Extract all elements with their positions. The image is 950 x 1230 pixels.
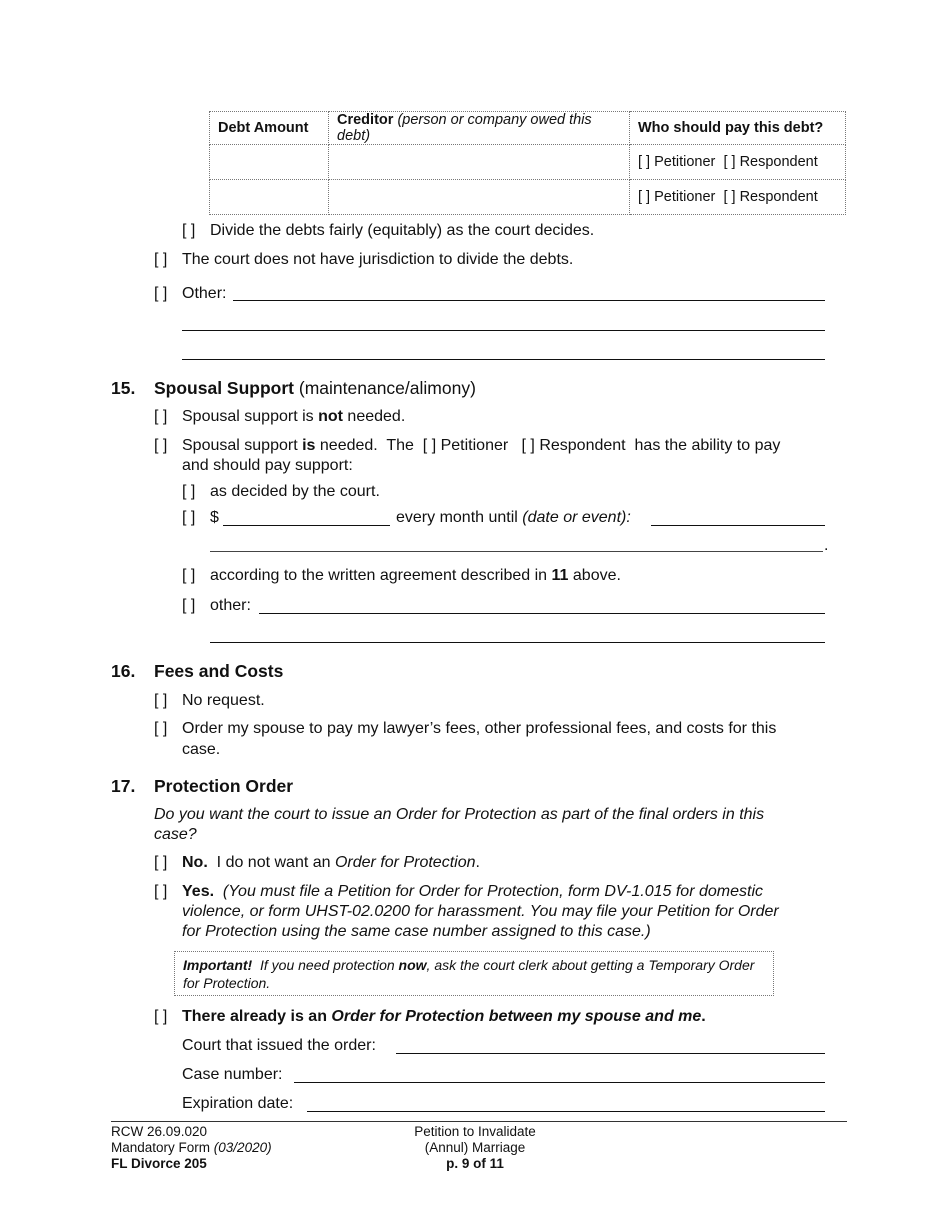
every-month-label: every month until (date or event): (396, 509, 631, 526)
no-request-label: No request. (182, 692, 265, 709)
support-needed-line-2: and should pay support: (182, 457, 353, 474)
debts-other-input-line-3[interactable] (182, 359, 825, 360)
expiration-date-label: Expiration date: (182, 1095, 294, 1112)
divide-debts-label: Divide the debts fairly (equitably) as the court decides. (210, 222, 595, 239)
who-pays-cell (630, 145, 846, 180)
no-jurisdiction-checkbox[interactable]: [ ] (154, 251, 168, 268)
debt-table-header (210, 112, 846, 145)
footer-form-id: FL Divorce 205 (111, 1156, 207, 1171)
support-needed-label: Spousal support is needed. The [ ] Petitioner [ ] Respondent has the ability to pay (182, 437, 781, 454)
debts-other-input[interactable] (233, 300, 825, 301)
section-15-heading: Spousal Support (maintenance/alimony) (154, 378, 476, 398)
footer-mandatory: Mandatory Form (03/2020) (111, 1140, 272, 1155)
section-17-title: Protection Order (154, 776, 294, 796)
section-15-number: 15. (111, 378, 136, 398)
header-who-pays: Who should pay this debt? (630, 112, 846, 145)
protection-no-checkbox[interactable]: [ ] (154, 854, 168, 871)
until-date-input-line-2[interactable] (210, 551, 823, 552)
existing-order-label: There already is an Order for Protection between my spouse and me. (182, 1008, 706, 1025)
footer-page-number: p. 9 of 11 (446, 1156, 504, 1171)
support-respondent-checkbox[interactable]: [ ] (521, 437, 535, 454)
written-agreement-label: according to the written agreement described in 11 above. (210, 567, 621, 584)
until-date-input[interactable] (651, 525, 825, 526)
no-request-checkbox[interactable]: [ ] (154, 692, 168, 709)
written-agreement-checkbox[interactable]: [ ] (182, 567, 196, 584)
protection-yes-line-3: for Protection using the same case number assigned to this case.) (182, 923, 651, 940)
expiration-date-input[interactable] (307, 1111, 825, 1112)
petitioner-checkbox[interactable]: [ ] (638, 154, 651, 170)
protection-question-line-2: case? (154, 826, 197, 843)
support-other-label: other: (210, 597, 251, 614)
footer-center (375, 1124, 575, 1172)
important-notice-line-1: Important! If you need protection now, ask the court clerk about getting a Temporary Order (183, 957, 755, 973)
who-pays-cell (630, 180, 846, 215)
divide-debts-checkbox[interactable]: [ ] (182, 222, 196, 239)
footer-title-line-2: (Annul) Marriage (424, 1140, 526, 1155)
dollar-sign: $ (210, 509, 219, 526)
creditor-cell[interactable] (329, 180, 630, 215)
section-16-number: 16. (111, 661, 136, 681)
support-not-needed-label: Spousal support is not needed. (182, 408, 406, 425)
support-other-input[interactable] (259, 613, 825, 614)
footer-title-line-1: Petition to Invalidate (414, 1124, 536, 1139)
table-row (210, 180, 846, 215)
section-17-number: 17. (111, 776, 136, 796)
support-other-input-line-2[interactable] (210, 642, 825, 643)
important-notice-box (174, 951, 774, 996)
protection-question: Do you want the court to issue an Order for Protection as part of the final orders in this (154, 806, 765, 823)
respondent-label: Respondent (739, 189, 818, 205)
monthly-amount-input[interactable] (223, 525, 390, 526)
protection-no-label: No. I do not want an Order for Protection. (182, 854, 480, 871)
petitioner-label: Petitioner (654, 154, 716, 170)
table-row (210, 145, 846, 180)
creditor-cell[interactable] (329, 145, 630, 180)
support-needed-checkbox[interactable]: [ ] (154, 437, 168, 454)
footer-rule (111, 1121, 847, 1122)
debt-table (209, 111, 846, 215)
debt-amount-cell[interactable] (210, 145, 329, 180)
section-16-title: Fees and Costs (154, 661, 284, 681)
as-decided-checkbox[interactable]: [ ] (182, 483, 196, 500)
petitioner-checkbox[interactable]: [ ] (638, 189, 651, 205)
debt-amount-cell[interactable] (210, 180, 329, 215)
support-petitioner-checkbox[interactable]: [ ] (422, 437, 437, 454)
case-number-label: Case number: (182, 1066, 283, 1083)
respondent-checkbox[interactable]: [ ] (723, 154, 736, 170)
protection-yes-line-2: violence, or form UHST-02.0200 for harassment. You may file your Petition for Order (182, 903, 779, 920)
order-fees-label-line-2: case. (182, 741, 221, 758)
support-other-checkbox[interactable]: [ ] (182, 597, 196, 614)
footer-rcw: RCW 26.09.020 (111, 1124, 208, 1139)
important-notice-line-2: for Protection. (183, 975, 271, 991)
footer-left (111, 1124, 272, 1172)
debts-other-checkbox[interactable]: [ ] (154, 285, 168, 302)
no-jurisdiction-label: The court does not have jurisdiction to divide the debts. (182, 251, 574, 268)
existing-order-checkbox[interactable]: [ ] (154, 1008, 168, 1025)
case-number-input[interactable] (294, 1082, 825, 1083)
header-debt-amount: Debt Amount (210, 112, 329, 145)
header-creditor: Creditor (person or company owed this debt) (329, 112, 630, 145)
respondent-checkbox[interactable]: [ ] (723, 189, 736, 205)
support-not-needed-checkbox[interactable]: [ ] (154, 408, 168, 425)
order-fees-label: Order my spouse to pay my lawyer’s fees, other professional fees, and costs for this (182, 720, 777, 737)
respondent-label: Respondent (739, 154, 818, 170)
as-decided-label: as decided by the court. (210, 483, 380, 500)
protection-yes-checkbox[interactable]: [ ] (154, 883, 168, 900)
court-issued-input[interactable] (396, 1053, 825, 1054)
debts-other-input-line-2[interactable] (182, 330, 825, 331)
period-mark: . (824, 537, 829, 554)
protection-yes-label: Yes. (You must file a Petition for Order for Protection, form DV-1.015 for domestic (182, 883, 763, 900)
court-issued-label: Court that issued the order: (182, 1037, 376, 1054)
monthly-amount-checkbox[interactable]: [ ] (182, 509, 196, 526)
debts-other-label: Other: (182, 285, 227, 302)
petitioner-label: Petitioner (654, 189, 716, 205)
order-fees-checkbox[interactable]: [ ] (154, 720, 168, 737)
